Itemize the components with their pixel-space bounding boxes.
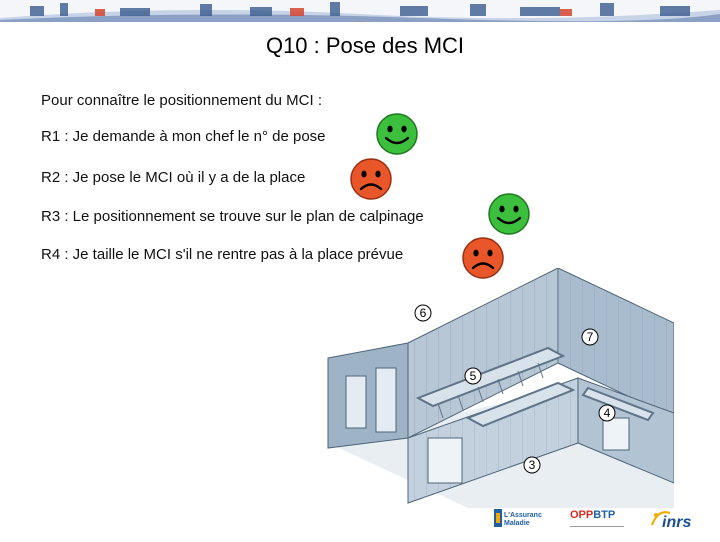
inrs-logo <box>648 505 712 537</box>
marker-5: 5 <box>469 369 477 383</box>
response-r1[interactable]: R1 : Je demande à mon chef le n° de pose <box>41 128 326 145</box>
oppbtp-logo: OPPBTP <box>570 505 628 537</box>
happy-face-icon <box>487 192 531 236</box>
response-r3[interactable]: R3 : Le positionnement se trouve sur le plan de calpinage <box>41 208 424 225</box>
svg-text:Maladie: Maladie <box>504 520 530 527</box>
happy-face-icon <box>375 112 419 156</box>
assurance-maladie-logo <box>494 505 542 537</box>
mci-panel-illustration <box>318 268 674 508</box>
svg-text:L'Assurance: L'Assurance <box>504 512 542 519</box>
marker-7: 7 <box>586 330 594 344</box>
intro-text: Pour connaître le positionnement du MCI : <box>41 92 322 109</box>
svg-text:inrs: inrs <box>662 514 692 531</box>
slide-title: Q10 : Pose des MCI <box>265 33 465 58</box>
response-r4[interactable]: R4 : Je taille le MCI s'il ne rentre pas à la place prévue <box>41 246 404 263</box>
sad-face-icon <box>349 157 393 201</box>
marker-6: 6 <box>419 306 427 320</box>
header-banner <box>0 0 720 22</box>
response-r2[interactable]: R2 : Je pose le MCI où il y a de la place <box>41 169 306 186</box>
marker-3: 3 <box>528 458 536 472</box>
marker-4: 4 <box>603 406 611 420</box>
